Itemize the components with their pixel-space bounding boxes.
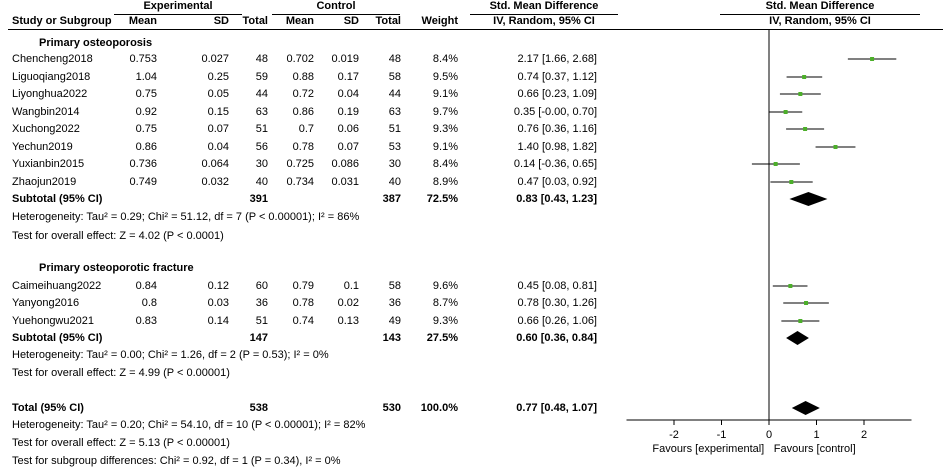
study-w: 8.9% — [432, 176, 458, 188]
subtotal-n2: 387 — [382, 193, 401, 205]
study-m1: 0.83 — [135, 315, 157, 327]
study-w: 9.6% — [432, 280, 458, 292]
study-w: 8.4% — [432, 158, 458, 170]
heterogeneity-text: Heterogeneity: Tau² = 0.00; Chi² = 1.26, df = 2 (P = 0.53); I² = 0% — [12, 349, 329, 361]
point-estimate — [788, 284, 792, 288]
study-name: Yuehongwu2021 — [12, 315, 94, 327]
study-ci: 0.78 [0.30, 1.26] — [517, 297, 597, 309]
study-sd1: 0.05 — [207, 88, 229, 100]
study-m2: 0.725 — [286, 158, 314, 170]
study-m1: 0.84 — [135, 280, 157, 292]
study-m1: 1.04 — [135, 71, 157, 83]
col-effect: IV, Random, 95% CI — [493, 15, 595, 27]
x-tick-label: -1 — [716, 429, 727, 441]
study-n1: 60 — [255, 280, 268, 292]
study-n1: 51 — [255, 315, 268, 327]
col-sd1: SD — [213, 15, 229, 27]
study-ci: 0.35 [-0.00, 0.70] — [513, 106, 597, 118]
study-w: 9.7% — [432, 106, 458, 118]
study-sd1: 0.027 — [201, 53, 229, 65]
study-m2: 0.88 — [292, 71, 314, 83]
total-heterogeneity-text: Heterogeneity: Tau² = 0.20; Chi² = 54.10, df = 10 (P < 0.00001); I² = 82% — [12, 419, 366, 431]
study-n1: 40 — [255, 176, 268, 188]
study-sd1: 0.032 — [201, 176, 229, 188]
study-n1: 48 — [255, 53, 268, 65]
study-sd1: 0.15 — [207, 106, 229, 118]
study-name: Liguoqiang2018 — [12, 71, 91, 83]
study-n1: 56 — [255, 141, 268, 153]
subgroup-title: Primary osteoporosis — [39, 37, 153, 49]
col-study: Study or Subgroup — [12, 15, 112, 27]
study-w: 9.3% — [432, 123, 458, 135]
subgroup-differences-text: Test for subgroup differences: Chi² = 0.92, df = 1 (P = 0.34), I² = 0% — [12, 455, 341, 467]
point-estimate — [784, 110, 788, 114]
x-tick-label: 2 — [860, 429, 868, 441]
col-total2: Total — [375, 15, 401, 27]
study-n2: 51 — [388, 123, 401, 135]
col-mean2: Mean — [285, 15, 314, 27]
study-n2: 49 — [388, 315, 401, 327]
summary-diamond — [789, 192, 827, 206]
control-group-header: Control — [316, 0, 356, 12]
study-sd1: 0.07 — [207, 123, 229, 135]
study-n1: 36 — [255, 297, 268, 309]
study-m1: 0.749 — [129, 176, 157, 188]
study-name: Liyonghua2022 — [12, 88, 88, 100]
study-n2: 48 — [388, 53, 401, 65]
study-name: Yechun2019 — [12, 141, 73, 153]
study-name: Chencheng2018 — [12, 53, 93, 65]
subtotal-ci: 0.60 [0.36, 0.84] — [516, 332, 597, 344]
study-sd2: 0.031 — [331, 176, 359, 188]
study-n2: 44 — [388, 88, 401, 100]
study-m2: 0.79 — [292, 280, 314, 292]
study-sd1: 0.04 — [207, 141, 229, 153]
x-tick-label: 1 — [813, 429, 820, 441]
study-ci: 0.45 [0.08, 0.81] — [517, 280, 597, 292]
study-m2: 0.78 — [292, 141, 314, 153]
study-w: 9.1% — [432, 88, 458, 100]
overall-effect-text: Test for overall effect: Z = 4.99 (P < 0.00001) — [12, 367, 230, 379]
favours-left-label: Favours [experimental] — [652, 443, 765, 455]
study-m2: 0.702 — [286, 53, 314, 65]
study-sd2: 0.19 — [337, 106, 359, 118]
study-w: 9.1% — [432, 141, 458, 153]
study-m1: 0.8 — [141, 297, 157, 309]
study-sd2: 0.086 — [331, 158, 359, 170]
study-sd2: 0.17 — [337, 71, 359, 83]
study-w: 9.3% — [432, 315, 458, 327]
study-n2: 58 — [388, 280, 401, 292]
total-label: Total (95% CI) — [12, 402, 84, 414]
col-mean1: Mean — [128, 15, 157, 27]
subgroup-title: Primary osteoporotic fracture — [39, 262, 194, 274]
subtotal-ci: 0.83 [0.43, 1.23] — [516, 193, 597, 205]
study-n1: 44 — [255, 88, 268, 100]
study-sd1: 0.064 — [201, 158, 229, 170]
study-n1: 30 — [255, 158, 268, 170]
subtotal-n1: 391 — [249, 193, 268, 205]
study-name: Yanyong2016 — [12, 297, 80, 309]
summary-diamond — [792, 401, 820, 415]
study-sd2: 0.019 — [331, 53, 359, 65]
col-sd2: SD — [343, 15, 359, 27]
study-sd2: 0.04 — [337, 88, 359, 100]
study-sd2: 0.13 — [337, 315, 359, 327]
study-m2: 0.734 — [286, 176, 314, 188]
study-m2: 0.74 — [292, 315, 314, 327]
point-estimate — [802, 75, 806, 79]
heterogeneity-text: Heterogeneity: Tau² = 0.29; Chi² = 51.12, df = 7 (P < 0.00001); I² = 86% — [12, 211, 360, 223]
study-name: Yuxianbin2015 — [12, 158, 85, 170]
study-name: Caimeihuang2022 — [12, 280, 102, 292]
subtotal-n2: 143 — [382, 332, 401, 344]
study-n1: 63 — [255, 106, 268, 118]
summary-diamond — [786, 331, 809, 345]
subtotal-n1: 147 — [249, 332, 268, 344]
study-n2: 36 — [388, 297, 401, 309]
study-sd1: 0.25 — [207, 71, 229, 83]
subtotal-weight: 27.5% — [426, 332, 458, 344]
point-estimate — [774, 162, 778, 166]
point-estimate — [798, 92, 802, 96]
point-estimate — [834, 145, 838, 149]
point-estimate — [789, 180, 793, 184]
study-n2: 40 — [388, 176, 401, 188]
study-w: 8.7% — [432, 297, 458, 309]
study-ci: 2.17 [1.66, 2.68] — [517, 53, 597, 65]
total-weight: 100.0% — [420, 402, 458, 414]
study-m2: 0.78 — [292, 297, 314, 309]
subtotal-weight: 72.5% — [426, 193, 458, 205]
subtotal-label: Subtotal (95% CI) — [12, 332, 103, 344]
col-weight: Weight — [421, 15, 458, 27]
subtotal-label: Subtotal (95% CI) — [12, 193, 103, 205]
col-total1: Total — [242, 15, 268, 27]
study-m1: 0.75 — [135, 88, 157, 100]
study-w: 8.4% — [432, 53, 458, 65]
study-ci: 0.66 [0.23, 1.09] — [517, 88, 597, 100]
study-sd2: 0.06 — [337, 123, 359, 135]
point-estimate — [870, 57, 874, 61]
x-tick-label: -2 — [669, 429, 679, 441]
point-estimate — [798, 319, 802, 323]
study-sd2: 0.1 — [343, 280, 359, 292]
study-ci: 0.74 [0.37, 1.12] — [517, 71, 597, 83]
study-n2: 30 — [388, 158, 401, 170]
study-ci: 0.47 [0.03, 0.92] — [517, 176, 597, 188]
study-m2: 0.72 — [292, 88, 314, 100]
study-ci: 0.66 [0.26, 1.06] — [517, 315, 597, 327]
study-sd2: 0.07 — [337, 141, 359, 153]
plot-header: Std. Mean Difference — [765, 0, 875, 12]
x-tick-label: 0 — [765, 429, 773, 441]
study-m2: 0.7 — [298, 123, 314, 135]
total-n1: 538 — [249, 402, 268, 414]
favours-right-label: Favours [control] — [773, 443, 856, 455]
study-m1: 0.736 — [129, 158, 157, 170]
study-sd1: 0.12 — [207, 280, 229, 292]
study-m2: 0.86 — [292, 106, 314, 118]
overall-effect-text: Test for overall effect: Z = 4.02 (P < 0.0001) — [12, 230, 224, 242]
study-m1: 0.753 — [129, 53, 157, 65]
point-estimate — [804, 301, 808, 305]
point-estimate — [803, 127, 807, 131]
study-name: Zhaojun2019 — [12, 176, 77, 188]
study-sd1: 0.03 — [207, 297, 229, 309]
study-n2: 63 — [388, 106, 401, 118]
total-ci: 0.77 [0.48, 1.07] — [516, 402, 597, 414]
study-ci: 0.76 [0.36, 1.16] — [517, 123, 597, 135]
study-m1: 0.75 — [135, 123, 157, 135]
study-w: 9.5% — [432, 71, 458, 83]
study-m1: 0.86 — [135, 141, 157, 153]
study-n2: 53 — [388, 141, 401, 153]
effect-header: Std. Mean Difference — [489, 0, 599, 12]
experimental-group-header: Experimental — [143, 0, 213, 12]
col-plot: IV, Random, 95% CI — [769, 15, 871, 27]
study-m1: 0.92 — [135, 106, 157, 118]
study-n1: 51 — [255, 123, 268, 135]
study-ci: 1.40 [0.98, 1.82] — [517, 141, 597, 153]
study-n2: 58 — [388, 71, 401, 83]
study-name: Wangbin2014 — [12, 106, 80, 118]
study-name: Xuchong2022 — [12, 123, 80, 135]
study-n1: 59 — [255, 71, 268, 83]
total-overall-effect-text: Test for overall effect: Z = 5.13 (P < 0.00001) — [12, 437, 230, 449]
study-sd1: 0.14 — [207, 315, 229, 327]
total-n2: 530 — [382, 402, 401, 414]
study-sd2: 0.02 — [337, 297, 359, 309]
study-ci: 0.14 [-0.36, 0.65] — [513, 158, 597, 170]
